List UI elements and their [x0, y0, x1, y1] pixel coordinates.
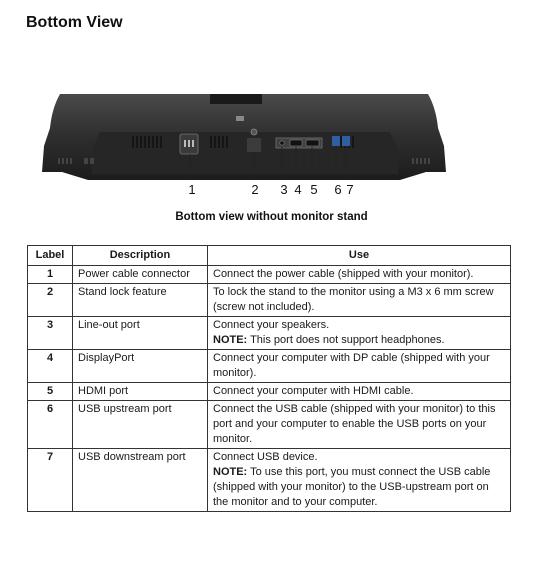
note-prefix: NOTE:	[213, 466, 248, 478]
use-text: Connect the power cable (shipped with your monitor).	[213, 268, 474, 280]
note-text: To use this port, you must connect the USB cable (shipped with your monitor) to the USB-upstream port on the monitor and to your computer.	[213, 466, 491, 508]
callout-label: 5	[310, 182, 318, 197]
row-label: 2	[28, 284, 73, 317]
table-row	[28, 317, 511, 350]
row-use	[208, 449, 511, 512]
monitor-bottom-illustration	[40, 88, 448, 200]
column-header-label: Label	[28, 246, 73, 266]
callout-label: 3	[280, 182, 288, 197]
use-text: Connect your computer with DP cable (shipped with your monitor).	[213, 352, 490, 379]
row-label: 1	[28, 266, 73, 284]
row-use	[208, 266, 511, 284]
row-use	[208, 284, 511, 317]
row-use	[208, 317, 511, 350]
row-description: HDMI port	[73, 383, 208, 401]
table-row	[28, 284, 511, 317]
use-text: Connect your speakers.	[213, 319, 330, 331]
use-note	[213, 333, 505, 348]
row-label: 3	[28, 317, 73, 350]
callout-label: 1	[188, 182, 196, 197]
row-description: DisplayPort	[73, 350, 208, 383]
use-text: To lock the stand to the monitor using a M3 x 6 mm screw (screw not included).	[213, 286, 494, 313]
note-text: This port does not support headphones.	[247, 334, 445, 346]
figure-caption: Bottom view without monitor stand	[175, 211, 368, 223]
table-header-row	[28, 246, 511, 266]
column-header-description: Description	[73, 246, 208, 266]
callout-label: 7	[346, 182, 354, 197]
column-header-use: Use	[208, 246, 511, 266]
callout-label: 2	[251, 182, 259, 197]
ports-table	[27, 245, 511, 512]
use-text: Connect your computer with HDMI cable.	[213, 385, 414, 397]
row-description: Stand lock feature	[73, 284, 208, 317]
row-description: USB downstream port	[73, 449, 208, 512]
use-note	[213, 465, 505, 510]
table-row	[28, 449, 511, 512]
row-description: Power cable connector	[73, 266, 208, 284]
table-row	[28, 266, 511, 284]
table-row	[28, 350, 511, 383]
table-row	[28, 401, 511, 449]
note-prefix: NOTE:	[213, 334, 248, 346]
row-use	[208, 383, 511, 401]
row-use	[208, 350, 511, 383]
row-use	[208, 401, 511, 449]
row-description: USB upstream port	[73, 401, 208, 449]
callout-label: 4	[294, 182, 302, 197]
callout-label: 6	[334, 182, 342, 197]
row-label: 5	[28, 383, 73, 401]
use-text: Connect the USB cable (shipped with your monitor) to this port and your computer to enable the USB ports on your monitor.	[213, 403, 496, 445]
page-title: Bottom View	[26, 14, 123, 31]
row-label: 6	[28, 401, 73, 449]
table-row	[28, 383, 511, 401]
row-description: Line-out port	[73, 317, 208, 350]
row-label: 7	[28, 449, 73, 512]
row-label: 4	[28, 350, 73, 383]
use-text: Connect USB device.	[213, 451, 318, 463]
